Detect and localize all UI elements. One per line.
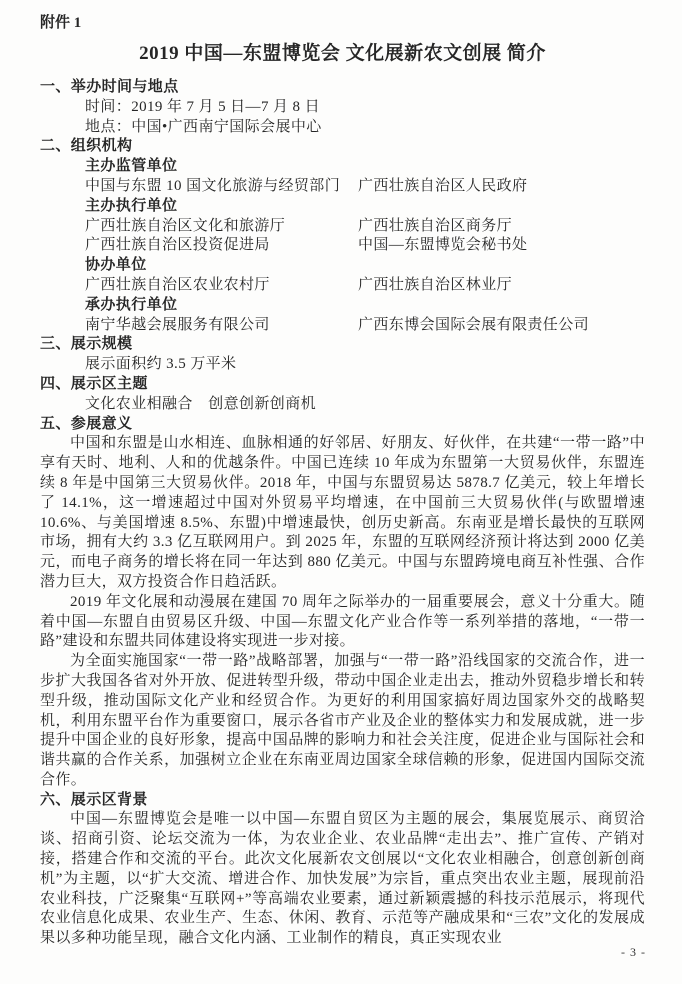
org-row bbox=[40, 217, 645, 237]
attachment-label: 附件 1 bbox=[40, 15, 82, 31]
document-body bbox=[40, 78, 645, 949]
org-name: 广西壮族自治区商务厅 bbox=[358, 217, 513, 234]
org-name: 中国—东盟博览会秘书处 bbox=[358, 237, 528, 254]
org-name: 广西壮族自治区人民政府 bbox=[358, 177, 528, 194]
org-name: 南宁华越会展服务有限公司 bbox=[85, 316, 270, 333]
section-heading-scale: 三、展示规模 bbox=[40, 336, 133, 353]
org-group-label: 协办单位 bbox=[85, 257, 147, 274]
org-name: 广西壮族自治区投资促进局 bbox=[85, 237, 270, 254]
org-row bbox=[40, 177, 645, 197]
org-name: 广西壮族自治区农业农村厅 bbox=[85, 276, 270, 293]
section-heading-background: 六、展示区背景 bbox=[40, 791, 148, 808]
body-paragraph: 中国和东盟是山水相连、血脉相通的好邻居、好朋友、好伙伴，在共建“一带一路”中享有天时、地利、人和的优越条件。中国已连续 10 年成为东盟第一大贸易伙伴，东盟连续 8 年是中国第三大贸易伙伴。2018 年，中国与东盟贸易达 5878.7 亿美元，较上年增长了 14.1%，这一增速超过中国对外贸易平均增速，在中国前三大贸易伙伴(与欧盟增速 10.6%、与美国增速 8.5%、东盟)中增速最快，创历史新高。东南亚是增长最快的互联网市场，拥有大约 3.3 亿互联网用户。到 2025 年，东盟的互联网经济预计将达到 2000 亿美元，而电子商务的增长将在同一年达到 880 亿美元。中国与东盟跨境电商互补性强、合作潜力巨大，双方投资合作日趋活跃。 bbox=[40, 435, 645, 590]
org-row bbox=[40, 276, 645, 296]
section-heading-theme: 四、展示区主题 bbox=[40, 375, 148, 392]
theme-line: 文化农业相融合 创意创新创商机 bbox=[85, 395, 317, 412]
section-heading-time-place: 一、举办时间与地点 bbox=[40, 79, 179, 95]
body-paragraph: 中国—东盟博览会是唯一以中国—东盟自贸区为主题的展会，集展览展示、商贸洽谈、招商引资、论坛交流为一体，为农业企业、农业品牌“走出去”、推广宣传、产销对接，搭建合作和交流的平台。此次文化展新农文创展以“文化农业相融合，创意创新创商机”为主题，以“扩大交流、增进合作、加快发展”为宗旨，重点突出农业主题，展现前沿农业科技，广泛聚集“互联网+”等高端农业要素，通过新颖震撼的科技示范展示，将现代农业信息化成果、农业生产、生态、休闲、教育、示范等产融成果和“三农”文化的发展成果以多种功能呈现，融合文化内涵、工业制作的精良，真正实现农业 bbox=[40, 811, 645, 947]
org-name: 广西东博会国际会展有限责任公司 bbox=[358, 316, 590, 333]
document-title: 2019 中国—东盟博览会 文化展新农文创展 简介 bbox=[139, 43, 546, 64]
place-line: 地点：中国•广西南宁国际会展中心 bbox=[85, 118, 322, 135]
org-group-label: 主办执行单位 bbox=[85, 197, 178, 214]
body-paragraph: 为全面实施国家“一带一路”战略部署，加强与“一带一路”沿线国家的交流合作，进一步扩大我国各省对外开放、促进转型升级，带动中国企业走出去，推动外贸稳步增长和转型升级，推动国际文化产业和经贸合作。为更好的利用国家搞好周边国家外交的战略契机，利用东盟平台作为重要窗口，展示各省市产业及企业的整体实力和发展成就，进一步提升中国企业的良好形象，提高中国品牌的影响力和社会关注度，促进企业与国际社会和谐共赢的合作关系，加强树立企业在东南亚周边国家全球信赖的形象，促进国内国际交流合作。 bbox=[40, 653, 645, 788]
time-line: 时间：2019 年 7 月 5 日—7 月 8 日 bbox=[85, 98, 321, 115]
org-name: 广西壮族自治区林业厅 bbox=[358, 276, 513, 293]
org-row bbox=[40, 316, 645, 336]
org-row bbox=[40, 236, 645, 256]
org-name: 广西壮族自治区文化和旅游厅 bbox=[85, 217, 286, 234]
org-name: 中国与东盟 10 国文化旅游与经贸部门 bbox=[85, 177, 341, 194]
section-heading-organization: 二、组织机构 bbox=[40, 138, 133, 155]
org-group-label: 承办执行单位 bbox=[85, 296, 178, 313]
org-group-label: 主办监管单位 bbox=[85, 158, 178, 175]
body-paragraph: 2019 年文化展和动漫展在建国 70 周年之际举办的一届重要展会，意义十分重大。随着中国—东盟自由贸易区升级、中国—东盟文化产业合作等一系列举措的落地，“一带一路”建设和东盟共同体建设将实现进一步对接。 bbox=[40, 593, 645, 650]
page-number: - 3 - bbox=[621, 945, 646, 959]
scale-line: 展示面积约 3.5 万平米 bbox=[85, 356, 237, 373]
section-heading-significance: 五、参展意义 bbox=[40, 415, 133, 432]
